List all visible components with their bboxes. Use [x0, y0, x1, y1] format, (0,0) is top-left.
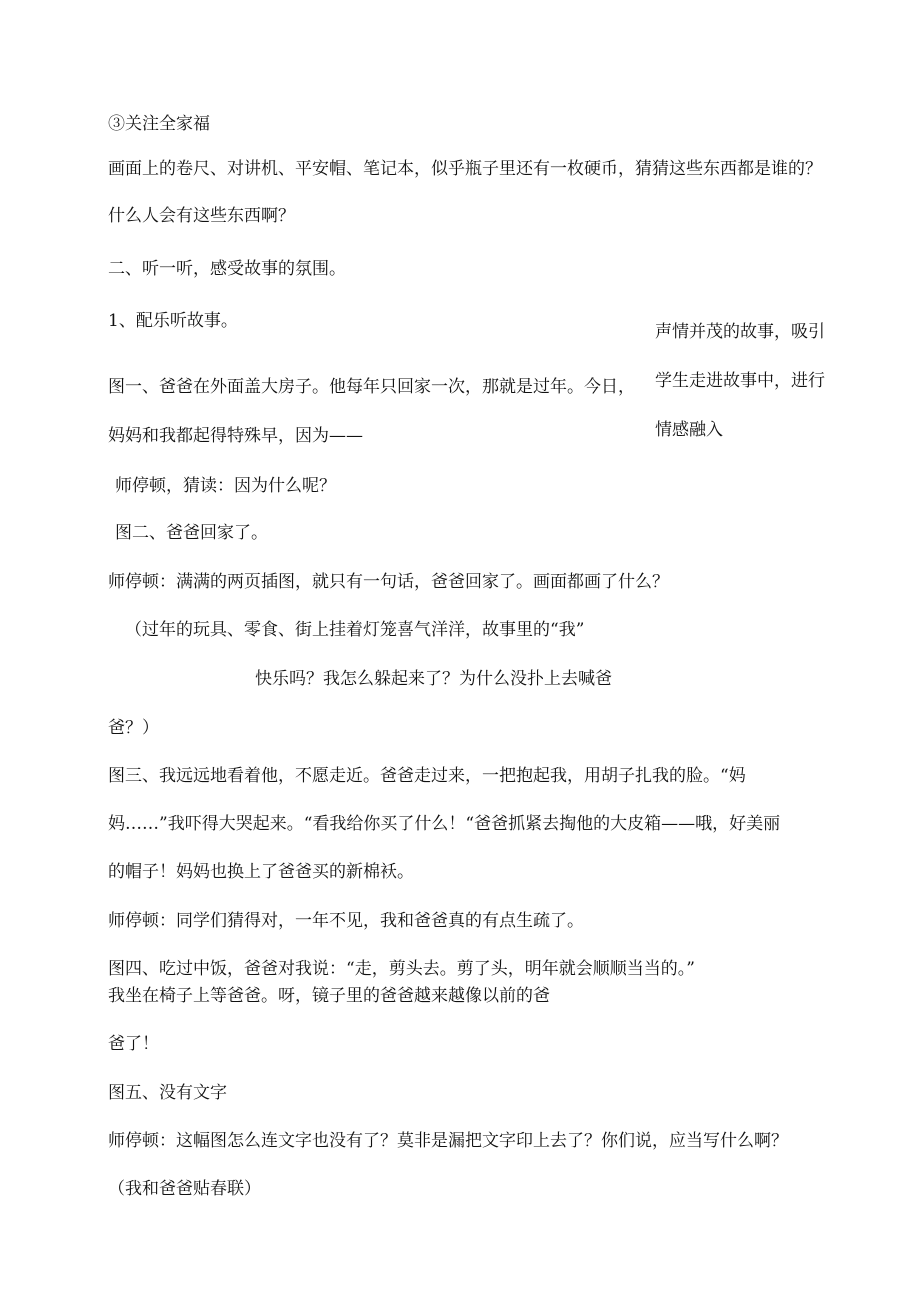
paragraph-line: 图一、爸爸在外面盖大房子。他每年只回家一次，那就是过年。今日， — [108, 377, 635, 397]
paragraph-line: 图五、没有文字 — [108, 1083, 227, 1103]
paragraph-line: 图四、吃过中饭，爸爸对我说：“走，剪头去。剪了头，明年就会顺顺当当的。” — [108, 959, 695, 979]
paragraph-line: 爸？） — [108, 718, 159, 738]
paragraph-line: 我坐在椅子上等爸爸。呀，镜子里的爸爸越来越像以前的爸 — [108, 986, 550, 1006]
paragraph-line: 快乐吗？我怎么躲起来了？为什么没扑上去喊爸 — [255, 669, 612, 689]
paragraph-line: 的帽子！妈妈也换上了爸爸买的新棉袄。 — [108, 862, 414, 882]
paragraph-line: 师停顿：同学们猜得对，一年不见，我和爸爸真的有点生疏了。 — [108, 911, 584, 931]
paragraph-line: 妈……”我吓得大哭起来。“看我给你买了什么！“爸爸抓紧去掏他的大皮箱——哦，好美丽 — [108, 814, 781, 834]
paragraph-line: 师停顿：满满的两页插图，就只有一句话，爸爸回家了。画面都画了什么？ — [108, 572, 669, 592]
paragraph-line: 画面上的卷尺、对讲机、平安帽、笔记本，似乎瓶子里还有一枚硬币，猜猜这些东西都是谁的？ — [108, 159, 822, 179]
paragraph-line: 图二、爸爸回家了。 — [115, 523, 268, 543]
side-note-line: 学生走进故事中，进行 — [655, 371, 825, 391]
side-note-line: 情感融入 — [655, 420, 723, 440]
paragraph-line: 图三、我远远地看着他，不愿走近。爸爸走过来，一把抱起我，用胡子扎我的脸。“妈 — [108, 766, 746, 786]
paragraph-line: 妈妈和我都起得特殊早，因为—— — [108, 426, 363, 446]
paragraph-line: 什么人会有这些东西啊？ — [108, 206, 295, 226]
paragraph-line: 师停顿，猜读：因为什么呢？ — [115, 476, 336, 496]
paragraph-line: 师停顿：这幅图怎么连文字也没有了？莫非是漏把文字印上去了？你们说，应当写什么啊？ — [108, 1131, 788, 1151]
section-heading-listen: 二、听一听，感受故事的氛围。 — [108, 259, 346, 279]
subheading-music-story: 1、配乐听故事。 — [108, 311, 238, 331]
paragraph-line: （我和爸爸贴春联） — [108, 1179, 261, 1199]
section-heading-family-photo: ③关注全家福 — [108, 114, 210, 134]
paragraph-line: （过年的玩具、零食、街上挂着灯笼喜气洋洋，故事里的“我” — [125, 620, 585, 640]
side-note-line: 声情并茂的故事，吸引 — [655, 322, 825, 342]
paragraph-line: 爸了！ — [108, 1034, 159, 1054]
